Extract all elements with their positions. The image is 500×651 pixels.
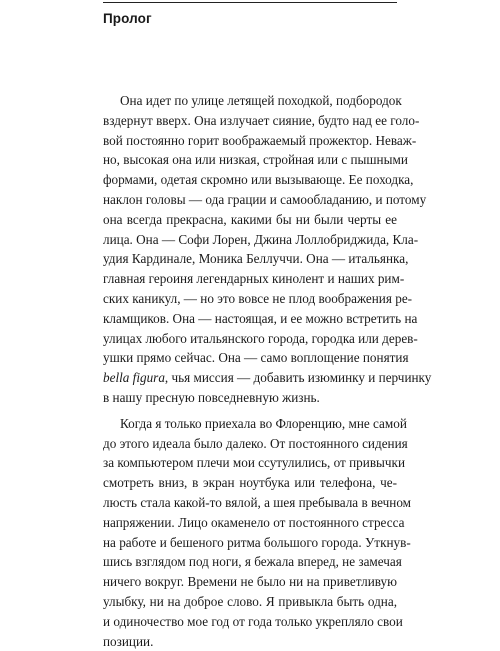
text-line: но, высокая она или низкая, стройная или с пышными (103, 152, 408, 168)
top-rule (103, 2, 397, 3)
text-line: наклон головы — ода грации и самообладанию, и потому (103, 191, 427, 207)
text-line: ушки прямо сейчас. Она — само воплощение понятия (103, 350, 409, 366)
text-line: смотреть вниз, в экран ноутбука или телефона, че- (103, 475, 397, 491)
text-line: и одиночество мое год от года только укрепляло свои (103, 613, 403, 629)
text-line: люсть стала какой-то вялой, а шея пребывала в вечном (103, 494, 412, 510)
text-line: на работе и бешеного ритма большого города. Уткнув- (103, 534, 411, 550)
paragraph-1 (103, 91, 432, 408)
body-text (103, 91, 432, 651)
text-line: позиции. (103, 633, 154, 649)
text-line: в нашу пресную повседневную жизнь. (103, 389, 320, 405)
text-line: удия Кардинале, Моника Беллуччи. Она — итальянка, (103, 251, 409, 267)
text-line: Когда я только приехала во Флоренцию, мне самой (120, 415, 407, 431)
text-line: вой постоянно горит воображаемый прожектор. Неваж- (103, 132, 417, 148)
text-line: улыбку, ни на доброе слово. Я привыкла быть одна, (103, 593, 397, 609)
text-line: она всегда прекрасна, какими бы ни были черты ее (103, 211, 397, 227)
text-line: формами, одетая скромно или вызывающе. Ее походка, (103, 172, 414, 188)
text-line: вздернут вверх. Она излучает сияние, будто над ее голо- (103, 112, 420, 128)
running-head: Пролог (103, 11, 152, 26)
text-line: главная героиня легендарных кинолент и наших рим- (103, 271, 405, 287)
text-line: Она идет по улице летящей походкой, подбородок (120, 93, 402, 108)
text-line: ских каникул, — но это вовсе не плод воображения ре- (103, 290, 413, 306)
text-line: улицах любого итальянского города, городка или дерев- (103, 330, 418, 346)
paragraph-2 (103, 414, 412, 651)
text-line: bella figura, чья миссия — добавить изюминку и перчинку (103, 370, 432, 386)
text-line: напряжении. Лицо окаменело от постоянного стресса (103, 514, 405, 530)
text-line: лица. Она — Софи Лорен, Джина Лоллобриджида, Кла- (103, 231, 419, 247)
text-line: за компьютером плечи мои ссутулились, от привычки (103, 455, 406, 471)
text-line: до этого идеала было далеко. От постоянного сидения (103, 435, 408, 451)
text-line: кламщиков. Она — настоящая, и ее можно встретить на (103, 310, 418, 326)
text-line: ничего вокруг. Времени не было ни на приветливую (103, 574, 397, 590)
italic-term: bella figura (103, 370, 165, 386)
text-line: шись взглядом под ноги, я бежала вперед, не замечая (103, 554, 402, 570)
